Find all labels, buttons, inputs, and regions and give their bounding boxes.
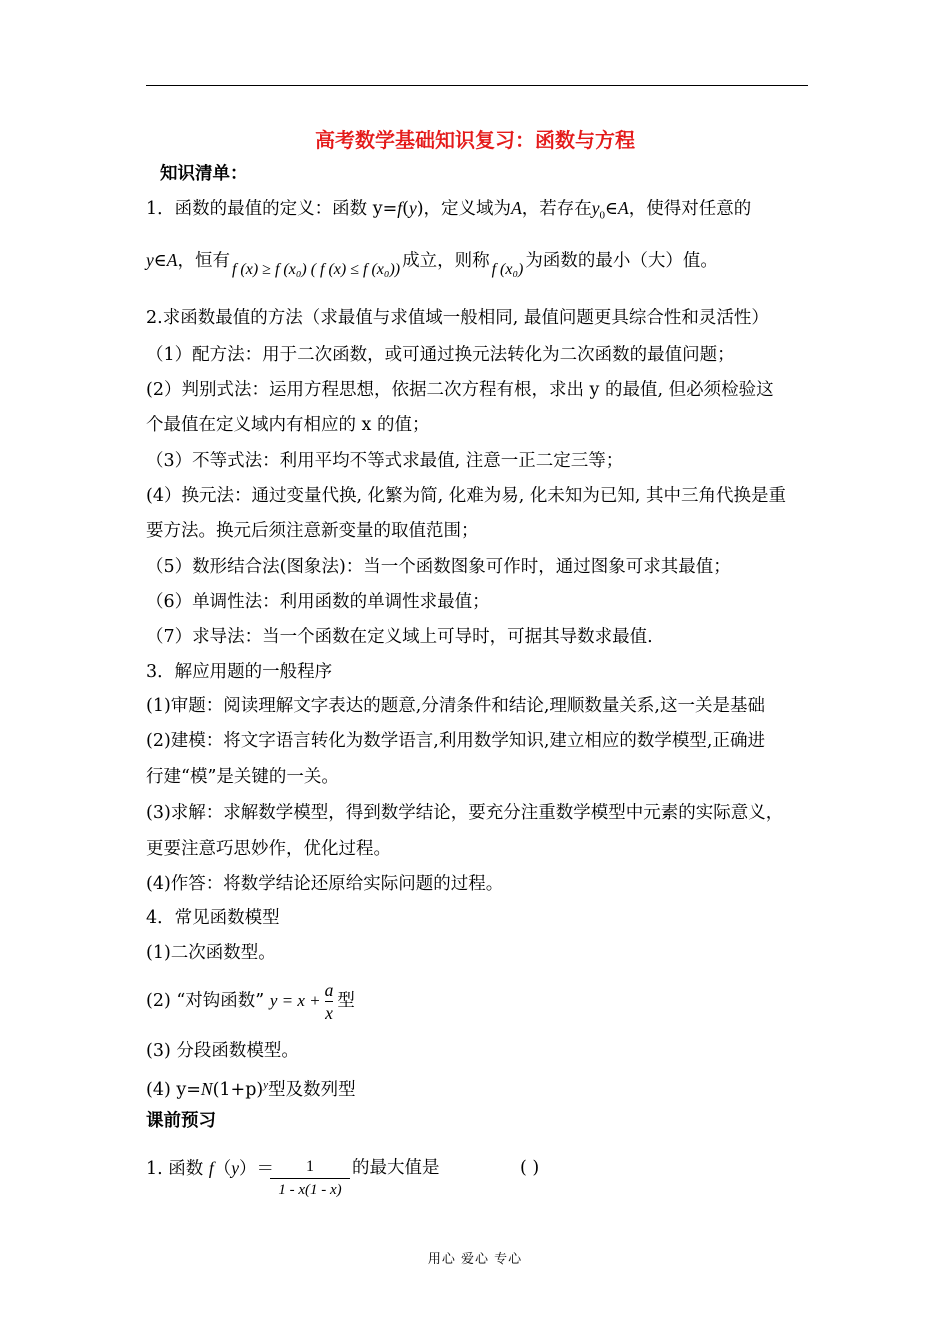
page-footer: 用心 爱心 专心 — [427, 1252, 523, 1267]
step-3b: 更要注意巧思妙作，优化过程。 — [146, 839, 391, 859]
document-title: 高考数学基础知识复习：函数与方程 — [315, 128, 635, 152]
header-rule — [146, 85, 808, 86]
question-1-fraction: $\frac{1}{1 - x(1 - x)}$ — [270, 1156, 350, 1201]
step-4: (4)作答：将数学结论还原给实际问题的过程。 — [146, 874, 504, 894]
question-1-tail: 的最大值是 — [352, 1158, 440, 1178]
model-3: (3) 分段函数模型。 — [146, 1041, 299, 1061]
method-5: （5）数形结合法(图象法)：当一个函数图象可作时，通过图象可求其最值； — [146, 557, 731, 577]
item2-heading: 2.求函数最值的方法（求最值与求值域一般相同, 最值问题更具综合性和灵活性） — [146, 308, 769, 328]
method-4b: 要方法。换元后须注意新变量的取值范围； — [146, 521, 479, 541]
method-7: （7）求导法：当一个函数在定义域上可导时，可据其导数求最值. — [146, 627, 653, 647]
step-2a: (2)建模：将文字语言转化为数学语言,利用数学知识,建立相应的数学模型,正确进 — [146, 731, 765, 751]
fraction-a-over-x: $\frac{a}{x}$ — [324, 980, 334, 1023]
model-4: (4) $y=N(1+p)^y$型及数列型 — [146, 1078, 356, 1100]
question-1: 1. 函数 f（y）＝ — [146, 1158, 274, 1179]
method-3: （3）不等式法：利用平均不等式求最值, 注意一正二定三等； — [146, 451, 624, 471]
step-2b: 行建“模”是关键的一关。 — [146, 767, 339, 787]
method-2b: 个最值在定义域内有相应的 x 的值； — [146, 415, 430, 435]
section-heading-knowledge: 知识清单： — [160, 164, 248, 184]
item1-line1: 1．函数的最值的定义：函数 y=f(y)，定义域为A，若存在$y_0\in A$，使得对任意的 — [146, 198, 752, 222]
model-1: (1)二次函数型。 — [146, 943, 276, 963]
section-heading-preview: 课前预习 — [146, 1111, 216, 1131]
step-1: (1)审题：阅读理解文字表达的题意,分清条件和结论,理顺数量关系,这一关是基础 — [146, 696, 765, 716]
item1-line2: y∈A，恒有 f (x) ≥ f (x₀) ( f (x) ≤ f (x₀)) 成立，则称 f (x₀) 为函数的最小（大）值。 — [146, 248, 836, 282]
item3-heading: 3．解应用题的一般程序 — [146, 662, 333, 682]
step-3a: (3)求解：求解数学模型，得到数学结论，要充分注重数学模型中元素的实际意义， — [146, 803, 784, 823]
inequality-formula: f (x) ≥ f (x₀) ( f (x) ≤ f (x₀)) — [231, 261, 401, 278]
item4-heading: 4．常见函数模型 — [146, 908, 280, 928]
method-4a: (4）换元法：通过变量代换, 化繁为简, 化难为易, 化未知为已知, 其中三角代换是重 — [146, 486, 786, 506]
min-value-formula: f (x₀) — [491, 261, 524, 278]
answer-paren: ( ) — [520, 1158, 540, 1178]
method-2a: (2）判别式法：运用方程思想，依据二次方程有根，求出 y 的最值, 但必须检验这 — [146, 380, 774, 400]
model-2: (2) “对钩函数” y = x + $\frac{a}{x}$ 型 — [146, 980, 355, 1023]
method-6: （6）单调性法：利用函数的单调性求最值； — [146, 592, 490, 612]
method-1: （1）配方法：用于二次函数，或可通过换元法转化为二次函数的最值问题； — [146, 345, 735, 365]
